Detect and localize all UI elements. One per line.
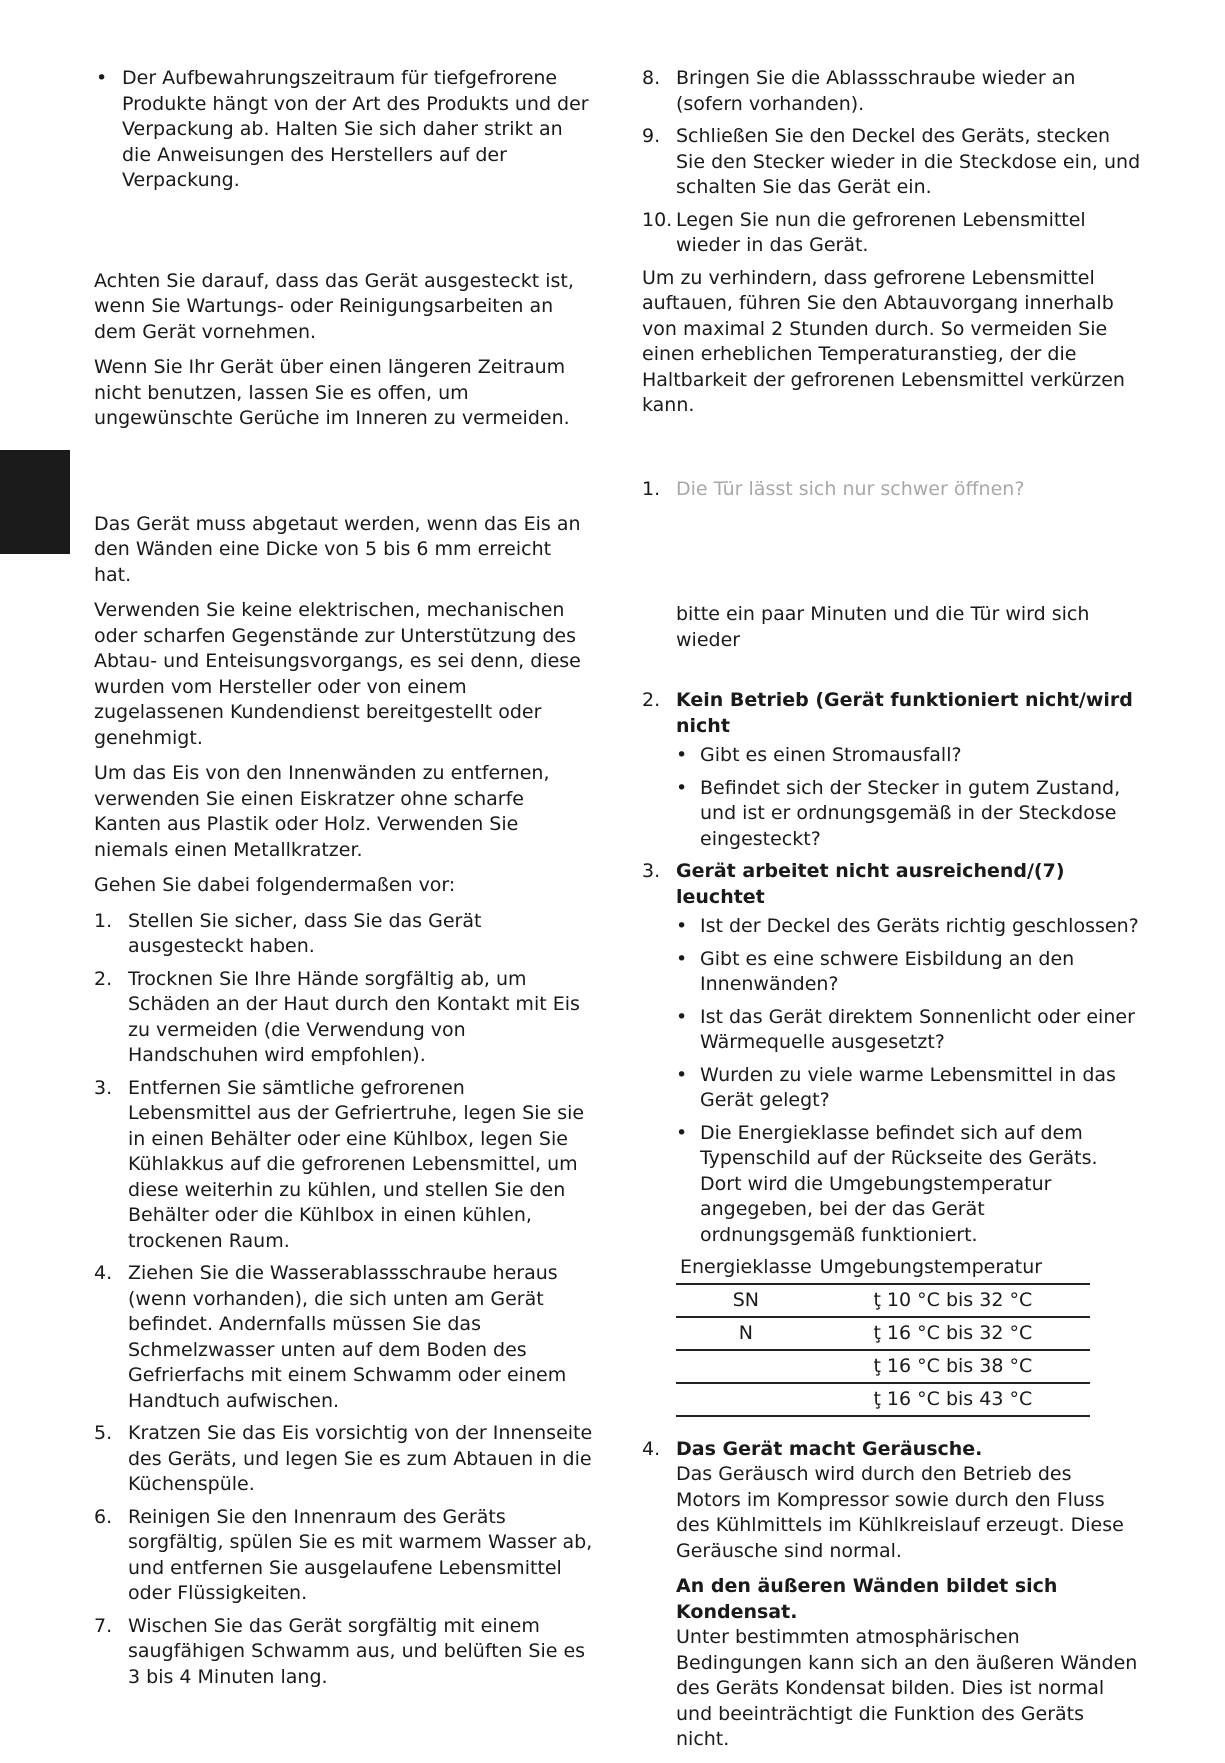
storage-bullet: • Der Aufbewahrungszeitraum für tiefgefrorene Produkte hängt von der Art des Produkts und der Verpackung ab. Halten Sie sich daher strikt an die Anweisungen des Herstellers auf der Verpackung. bbox=[94, 66, 594, 194]
trouble-checklist bbox=[676, 743, 1142, 852]
temperature-cell: ţ 16 °C bis 38 °C bbox=[816, 1350, 1090, 1383]
trouble-number: 1. bbox=[642, 477, 661, 500]
trouble-subtitle: An den äußeren Wänden bildet sich Kondensat. bbox=[676, 1575, 1058, 1623]
trouble-item-insufficient bbox=[642, 859, 1142, 1417]
trouble-number: 3. bbox=[642, 860, 661, 882]
check-item: • Ist der Deckel des Geräts richtig geschlossen? bbox=[676, 914, 1142, 940]
defrost-paragraph-3: Um das Eis von den Innenwänden zu entfernen, verwenden Sie einen Eiskratzer ohne scharfe Kanten aus Plastik oder Holz. Verwenden Sie niemals einen Metallkratzer. bbox=[94, 762, 550, 861]
step-number: 3. bbox=[94, 1076, 113, 1099]
energy-class-cell bbox=[676, 1350, 816, 1383]
step-text: Kratzen Sie das Eis vorsichtig von der Innenseite des Geräts, und legen Sie es zum Abtauen in die Küchenspüle. bbox=[128, 1422, 593, 1495]
defrost-step bbox=[642, 66, 1142, 117]
step-number: 1. bbox=[94, 909, 113, 932]
energy-class-cell: SN bbox=[676, 1284, 816, 1317]
check-item: • Wurden zu viele warme Lebensmittel in das Gerät gelegt? bbox=[676, 1063, 1142, 1114]
step-text: Ziehen Sie die Wasserablassschraube heraus (wenn vorhanden), die sich unten am Gerät befindet. Andernfalls müssen Sie das Schmelzwasser unten auf dem Boden des Gefrierfachs mit einem Schwamm oder einem Handtuch aufwischen. bbox=[128, 1262, 567, 1412]
table-row bbox=[676, 1284, 1090, 1317]
table-header: Energieklasse bbox=[676, 1255, 816, 1284]
step-text: Stellen Sie sicher, dass Sie das Gerät ausgesteckt haben. bbox=[128, 909, 482, 957]
step-text: Entfernen Sie sämtliche gefrorenen Lebensmittel aus der Gefriertruhe, legen Sie sie in einen Behälter oder eine Kühlbox, legen Sie Kühlakkus auf die gefrorenen Lebensmittel, um diese weiterhin zu kühlen, und stellen Sie den Behälter oder die Kühlbox in einen kühlen, trockenen Raum. bbox=[128, 1076, 585, 1252]
defrost-time-note: Um zu verhindern, dass gefrorene Lebensmittel auftauen, führen Sie den Abtauvorgang innerhalb von maximal 2 Stunden durch. So vermeiden Sie einen erheblichen Temperaturanstieg, der die Haltbarkeit der gefrorenen Lebensmittel verkürzen kann. bbox=[642, 266, 1125, 416]
defrost-step bbox=[94, 1421, 594, 1498]
trouble-title: Kein Betrieb (Gerät funktioniert nicht/wird nicht bbox=[676, 689, 1133, 737]
defrost-step bbox=[642, 208, 1142, 259]
storage-bullet-list bbox=[94, 66, 594, 194]
trouble-title: Die Tür lässt sich nur schwer öffnen? bbox=[676, 477, 1025, 500]
step-number: 8. bbox=[642, 67, 661, 89]
trouble-title: Das Gerät macht Geräusche. bbox=[676, 1437, 983, 1460]
defrost-paragraph-4: Gehen Sie dabei folgendermaßen vor: bbox=[94, 874, 456, 896]
step-text: Reinigen Sie den Innenraum des Geräts sorgfältig, spülen Sie es mit warmem Wasser ab, und entfernen Sie ausgelaufene Lebensmittel oder Flüssigkeiten. bbox=[128, 1505, 593, 1604]
check-item: • Die Energieklasse befindet sich auf dem Typenschild auf der Rückseite des Geräts. Dort wird die Umgebungstemperatur angegeben, bei der das Gerät ordnungsgemäß funktioniert. bbox=[676, 1121, 1142, 1249]
table-row bbox=[676, 1383, 1090, 1416]
trouble-text: bitte ein paar Minuten und die Tür wird sich wieder bbox=[676, 603, 1090, 651]
step-text: Wischen Sie das Gerät sorgfältig mit einem saugfähigen Schwamm aus, und belüften Sie es 3 bis 4 Minuten lang. bbox=[128, 1614, 586, 1688]
defrost-step bbox=[94, 1505, 594, 1607]
trouble-number: 4. bbox=[642, 1437, 661, 1460]
check-item: • Ist das Gerät direktem Sonnenlicht oder einer Wärmequelle ausgesetzt? bbox=[676, 1005, 1142, 1056]
step-number: 10. bbox=[642, 208, 673, 231]
defrost-step bbox=[94, 1614, 594, 1691]
trouble-checklist bbox=[676, 914, 1142, 1248]
table-header: Umgebungstemperatur bbox=[816, 1255, 1090, 1284]
step-text: Trocknen Sie Ihre Hände sorgfältig ab, um Schäden an der Haut durch den Kontakt mit Eis zu vermeiden (die Verwendung von Handschuhen wird empfohlen). bbox=[128, 967, 580, 1066]
defrost-steps bbox=[94, 909, 594, 1691]
step-number: 7. bbox=[94, 1614, 113, 1637]
left-column bbox=[94, 66, 594, 1697]
step-number: 6. bbox=[94, 1505, 113, 1528]
temperature-cell: ţ 16 °C bis 32 °C bbox=[816, 1317, 1090, 1350]
step-number: 9. bbox=[642, 125, 661, 147]
step-text: Schließen Sie den Deckel des Geräts, stecken Sie den Stecker wieder in die Steckdose ein, und schalten Sie das Gerät ein. bbox=[676, 125, 1141, 198]
step-number: 4. bbox=[94, 1262, 113, 1284]
step-text: Bringen Sie die Ablassschraube wieder an (sofern vorhanden). bbox=[676, 67, 1076, 115]
defrost-step bbox=[94, 909, 594, 960]
maintenance-paragraph-2: Wenn Sie Ihr Gerät über einen längeren Zeitraum nicht benutzen, lassen Sie es offen, um ungewünschte Gerüche im Inneren zu vermeiden. bbox=[94, 356, 570, 429]
energy-class-cell bbox=[676, 1383, 816, 1416]
troubleshooting-list bbox=[642, 477, 1142, 1753]
defrost-paragraph-1: Das Gerät muss abgetaut werden, wenn das Eis an den Wänden eine Dicke von 5 bis 6 mm erreicht hat. bbox=[94, 512, 581, 586]
check-item: • Gibt es einen Stromausfall? bbox=[676, 743, 1142, 769]
trouble-number: 2. bbox=[642, 689, 661, 711]
maintenance-paragraph-1: Achten Sie darauf, dass das Gerät ausgesteckt ist, wenn Sie Wartungs- oder Reinigungsarbeiten an dem Gerät vornehmen. bbox=[94, 269, 574, 343]
defrost-steps-continued bbox=[642, 66, 1142, 259]
energy-class-table bbox=[676, 1255, 1090, 1417]
defrost-step bbox=[94, 967, 594, 1069]
defrost-step bbox=[642, 124, 1142, 201]
trouble-item-no-operation bbox=[642, 688, 1142, 852]
temperature-cell: ţ 16 °C bis 43 °C bbox=[816, 1383, 1090, 1416]
right-column bbox=[642, 66, 1142, 1763]
step-number: 2. bbox=[94, 967, 113, 990]
table-row bbox=[676, 1317, 1090, 1350]
defrost-step bbox=[94, 1076, 594, 1255]
trouble-item-door bbox=[642, 477, 1142, 682]
defrost-step bbox=[94, 1261, 594, 1414]
section-tab-marker bbox=[0, 450, 70, 554]
trouble-title: Gerät arbeitet nicht ausreichend/(7) leuchtet bbox=[676, 860, 1065, 908]
trouble-text: Unter bestimmten atmosphärischen Bedingungen kann sich an den äußeren Wänden des Geräts Kondensat bilden. Dies ist normal und beeinträchtigt die Funktion des Geräts nicht. bbox=[676, 1626, 1138, 1750]
check-item: • Gibt es eine schwere Eisbildung an den Innenwänden? bbox=[676, 947, 1142, 998]
step-text: Legen Sie nun die gefrorenen Lebensmittel wieder in das Gerät. bbox=[676, 208, 1086, 256]
table-row bbox=[676, 1350, 1090, 1383]
trouble-text: Das Geräusch wird durch den Betrieb des Motors im Kompressor sowie durch den Fluss des Kühlmittels im Kühlkreislauf erzeugt. Diese Geräusche sind normal. bbox=[676, 1463, 1124, 1562]
energy-class-cell: N bbox=[676, 1317, 816, 1350]
step-number: 5. bbox=[94, 1422, 113, 1444]
check-item: • Befindet sich der Stecker in gutem Zustand, und ist er ordnungsgemäß in der Steckdose eingesteckt? bbox=[676, 776, 1142, 853]
defrost-paragraph-2: Verwenden Sie keine elektrischen, mechanischen oder scharfen Gegenstände zur Unterstützung des Abtau- und Enteisungsvorgangs, es sei denn, diese wurden vom Hersteller oder von einem zugelassenen Kundendienst bereitgestellt oder genehmigt. bbox=[94, 599, 581, 749]
temperature-cell: ţ 10 °C bis 32 °C bbox=[816, 1284, 1090, 1317]
trouble-item-noise bbox=[642, 1437, 1142, 1753]
